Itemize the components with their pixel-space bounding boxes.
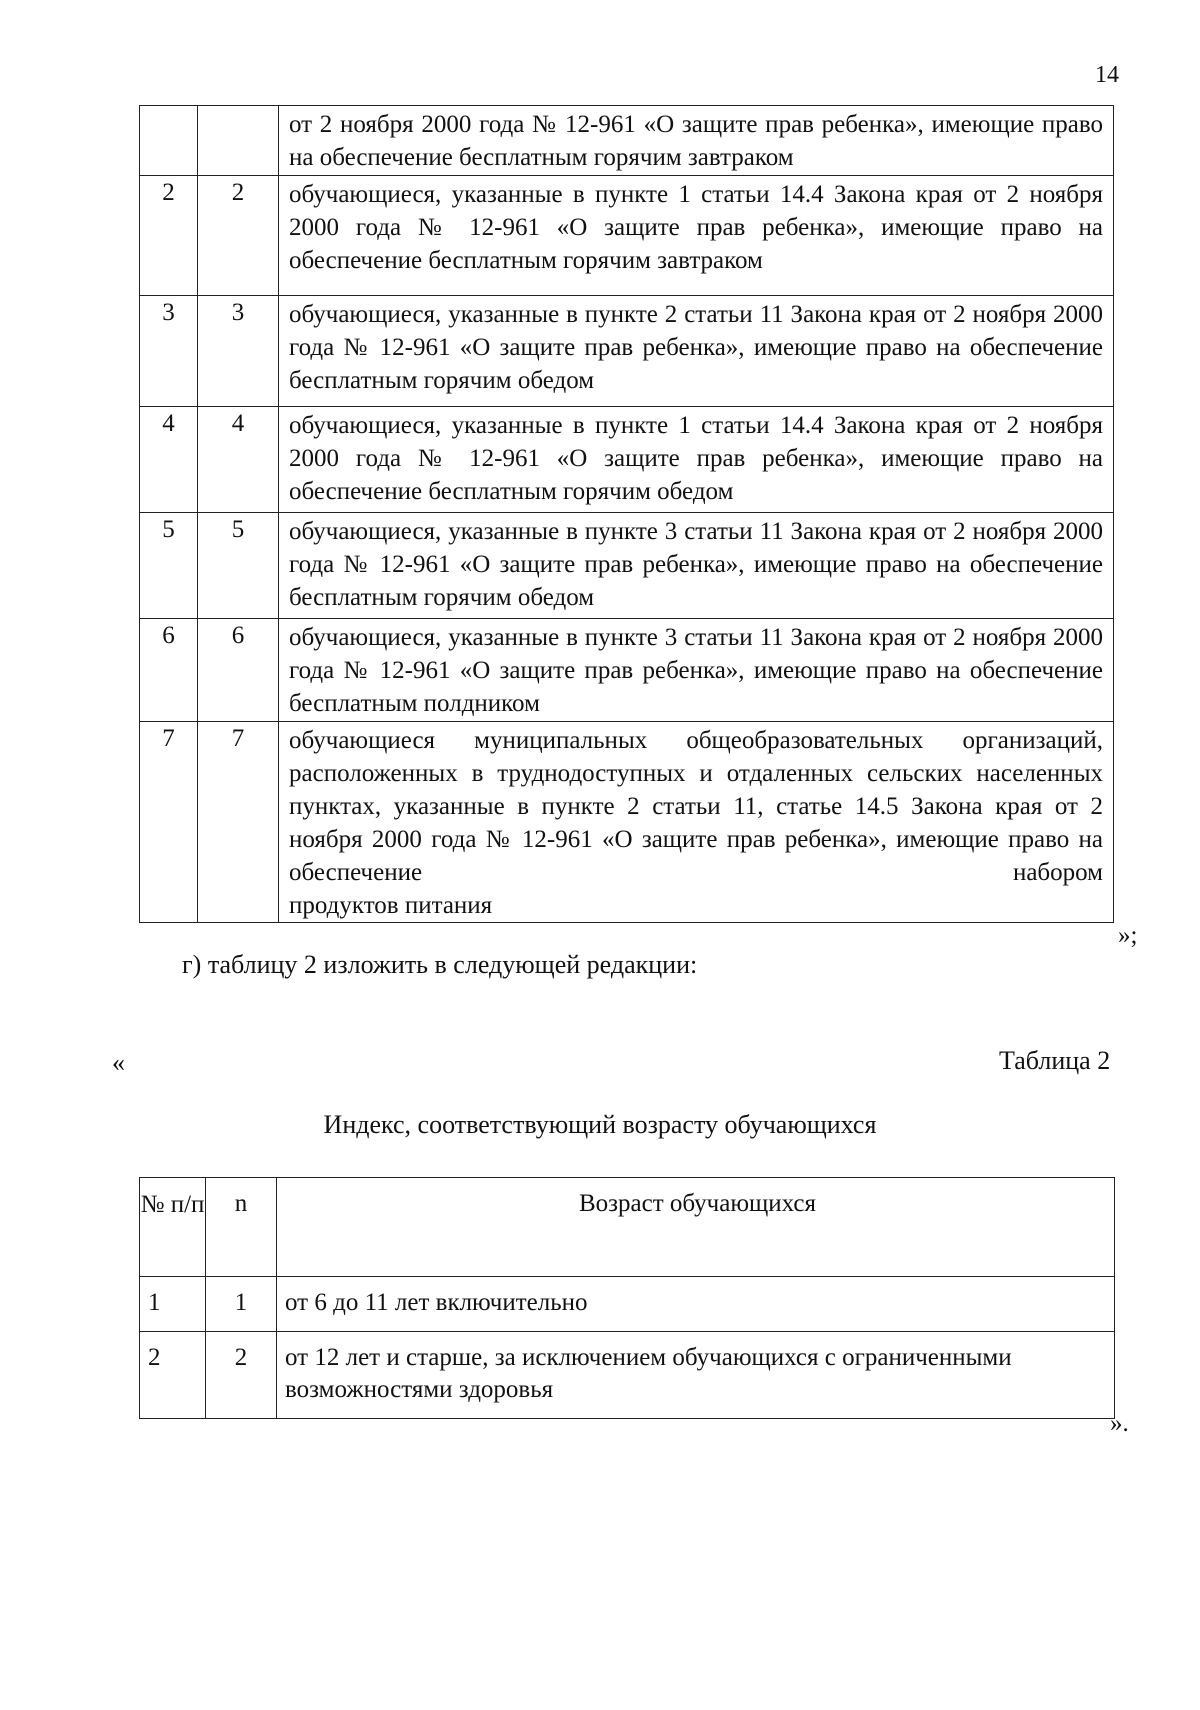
row-number-cell (140, 106, 198, 176)
table-row (140, 106, 1114, 176)
row-number-cell: 2 (140, 1332, 206, 1419)
table-row (140, 513, 1114, 619)
header-n: n (206, 1178, 277, 1277)
table-1 (139, 105, 1114, 923)
row-index-cell: 3 (198, 296, 279, 407)
table-2 (139, 1177, 1115, 1419)
row-index-cell: 1 (206, 1277, 277, 1332)
header-age: Возраст обучающихся (277, 1178, 1115, 1277)
table-row (140, 176, 1114, 296)
table-header-row (140, 1178, 1115, 1277)
row-index-cell: 5 (198, 513, 279, 619)
closing-quote: »; (1118, 922, 1138, 949)
row-text-cell (279, 106, 1114, 176)
row-number-cell: 2 (140, 176, 198, 296)
row-number-cell: 1 (140, 1277, 206, 1332)
row-index-cell: 7 (198, 722, 279, 923)
table-row (140, 1332, 1115, 1419)
row-text-cell (279, 407, 1114, 513)
row-text-cell (279, 296, 1114, 407)
table-row (140, 296, 1114, 407)
table-label: Таблица 2 (999, 1046, 1111, 1075)
row-index-cell: 2 (198, 176, 279, 296)
opening-quote: « (112, 1048, 125, 1077)
row-index-cell: 6 (198, 619, 279, 722)
row-text-cell (279, 176, 1114, 296)
row-index-cell: 4 (198, 407, 279, 513)
row-text: от 2 ноября 2000 года № 12-961 «О защите прав ребенка», имеющие право на обеспечение бесплатным горячим завтраком (289, 111, 1103, 171)
row-index-cell: 2 (206, 1332, 277, 1419)
header-number: № п/п (140, 1178, 206, 1277)
row-text-cell (279, 513, 1114, 619)
table-row (140, 722, 1114, 923)
row-text: обучающиеся, указанные в пункте 1 статьи 14.4 Закона края от 2 ноября 2000 года № 12-961 «О защите прав ребенка», имеющие право на обеспечение бесплатным горячим обедом (289, 412, 1103, 505)
row-text-cell (279, 619, 1114, 722)
table-row (140, 1277, 1115, 1332)
row-number-cell: 7 (140, 722, 198, 923)
table-title: Индекс, соответствующий возрасту обучающихся (323, 1110, 877, 1139)
page-number: 14 (1095, 62, 1119, 88)
row-text: обучающиеся, указанные в пункте 2 статьи 11 Закона края от 2 ноября 2000 года № 12-961 «О защите прав ребенка», имеющие право на обеспечение бесплатным горячим обедом (289, 301, 1103, 394)
row-number-cell: 4 (140, 407, 198, 513)
row-number-cell: 5 (140, 513, 198, 619)
row-number-cell: 6 (140, 619, 198, 722)
row-text: обучающиеся, указанные в пункте 3 статьи 11 Закона края от 2 ноября 2000 года № 12-961 «О защите прав ребенка», имеющие право на обеспечение бесплатным горячим обедом (289, 518, 1103, 611)
row-number-cell: 3 (140, 296, 198, 407)
row-text-tail: продуктов питания (289, 892, 493, 919)
row-index-cell (198, 106, 279, 176)
row-text: обучающиеся муниципальных общеобразовательных организаций, расположенных в труднодоступных и отдаленных сельских населенных пунктах, указанные в пункте 2 статьи 11, статье 14.5 Закона края от 2 ноября 2000 года № 12-961 «О защите прав ребенка», имеющие право на обеспечение набором (289, 727, 1103, 886)
row-text: обучающиеся, указанные в пункте 3 статьи 11 Закона края от 2 ноября 2000 года № 12-961 «О защите прав ребенка», имеющие право на обеспечение бесплатным полдником (289, 624, 1103, 717)
row-text-cell (279, 722, 1114, 923)
table-row (140, 407, 1114, 513)
row-age-cell: от 6 до 11 лет включительно (277, 1277, 1115, 1332)
row-text: обучающиеся, указанные в пункте 1 статьи 14.4 Закона края от 2 ноября 2000 года № 12-961 «О защите прав ребенка», имеющие право на обеспечение бесплатным горячим завтраком (289, 181, 1103, 274)
amendment-paragraph: г) таблицу 2 изложить в следующей редакции: (182, 950, 698, 979)
row-age-cell: от 12 лет и старше, за исключением обучающихся с ограниченными возможностями здоровья (277, 1332, 1115, 1419)
table-row (140, 619, 1114, 722)
closing-quote-final: ». (1110, 1410, 1129, 1437)
